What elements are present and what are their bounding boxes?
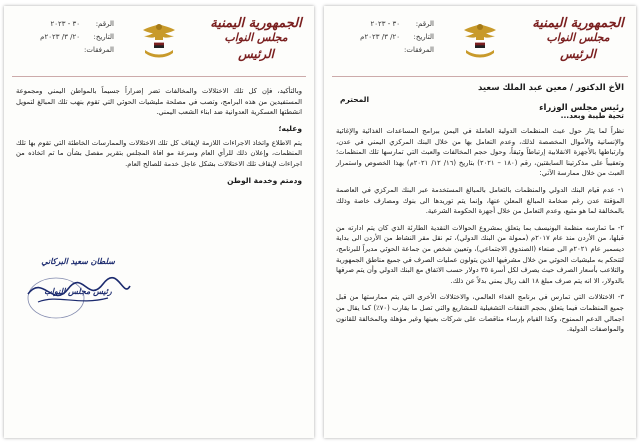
- paragraph: وبالتأكيد، فإن كل تلك الاختلالات والمخالفات تضر إضراراً جسيماً بالمواطن اليمني ومجموعة المستفيدين من هذه البرامج، وتصب في مصلحة مليشيات الحوثي التي تقوم بنهب تلك المبالغ لتمويل انشطتها العسكرية العدوانية ضد ابناء الشعب اليمني.: [16, 87, 302, 117]
- paragraph: ٢- ما تمارسه منظمة اليونيسف بما يتعلق بمشروع الحوالات النقدية الطارئة الذي كان يتم ادارته من قبلها، من الأردن منذ عام ٢٠١٧م (ممولة من البنك الدولي)، ثم نقل مقر النشاط من الأردن الى بداية ديسمبر عام ٢٠٢١م الى صنعاء (الصندوق الاجتماعي)، وتعيين شخص من جماعة الحوثي مديراً للبرنامج، لتتحكم به مليشيات الحوثي من خلال مشرفيها الذين يتولون عمليات الصرف في جميع مناطق الجمهورية والتلاعب بأسعار الصرف حيث يصرف لكل أسرة ٣٥ دولار حسب الاتفاق مع البنك الدولي وأن يتم صرفها بالدولار، الا انه يتم صرف مبلغ ١٨ الف ريال يمني بدلاً عن ذلك.: [336, 223, 624, 285]
- number-value: ٣٠ - ٢٠٢٣: [370, 20, 400, 28]
- org-role: الرئيس: [238, 47, 274, 61]
- therefore-label: وعليه؛: [278, 123, 302, 133]
- number-label: الرقم:: [415, 20, 434, 28]
- signatory-title: رئيس مجلس النواب: [44, 286, 112, 296]
- attachments-label: المرفقات:: [404, 46, 434, 54]
- date-value: ٢٠/ ٣/ ٢٠٢٣م: [360, 33, 400, 41]
- addressee-title: رئيس مجلس الوزراء: [539, 103, 624, 113]
- number-label: الرقم:: [95, 20, 114, 28]
- eagle-emblem-icon: [458, 18, 502, 62]
- date-label: التاريخ:: [413, 33, 434, 41]
- header-divider: [332, 76, 628, 77]
- org-role: الرئيس: [560, 47, 596, 61]
- header-divider: [12, 76, 306, 77]
- addressee-title-row: [336, 95, 624, 113]
- eagle-emblem-icon: [137, 18, 181, 62]
- letter-body: [16, 86, 302, 185]
- letter-page-2: [4, 6, 314, 438]
- date-label: التاريخ:: [93, 33, 114, 41]
- closing-line: ودمتم وخدمة الوطن: [227, 175, 302, 185]
- org-title-block: [528, 16, 628, 61]
- org-title-block: [206, 16, 306, 61]
- letterhead: [4, 12, 314, 74]
- paragraph: ١- عدم قيام البنك الدولي والمنظمات بالتعامل بالمبالغ المستخدمة عبر البنك المركزي في العاصمة المؤقتة عدن رغم ضخامة المبالغ المعلن عنها، وإنما يتم توريدها الى بنوك ومصارف خاصة وذلك بالمخالفة لما هو متبع، وعدم التعامل من خلال أجهزة الحكومة الشرعية.: [336, 185, 624, 216]
- letter-body: [336, 82, 624, 341]
- attachments-label: المرفقات:: [84, 46, 114, 54]
- org-body: مجلس النواب: [224, 31, 288, 44]
- respected-label: المحترم: [340, 95, 370, 104]
- paragraph: نظراً لما يثار حول عبث المنظمات الدولية العاملة في اليمن ببرامج المساعدات الغذائية والإغاثية والإنسانية والأموال المخصصة لذلك، وعدم التعامل بها من خلال البنك المركزي اليمني في عدن، وارتباطها بالأجهزة الانقلابية إرتباطاً وثيقاً، وحول حجم المخالفات والعبث التي تمارسها تلك المنظمات؛ وتعقيباً على مذكرتينا السابقتين، رقم (١٨٠ – ٢٠٢١) بتاريخ (١٦/ ١٢/ ٢٠٢١م) بهذا الخصوص واستمرار العبث من خلال ممارسة الآتي:: [336, 127, 625, 178]
- addressee: الأخ الدكتور / معين عبد الملك سعيد: [478, 83, 624, 93]
- signatory-name: سلطان سعيد البركاني: [41, 256, 115, 266]
- greeting: تحية طيبة وبعد...: [560, 111, 624, 120]
- letter-page-1: [324, 6, 636, 438]
- signature-block: [18, 256, 138, 328]
- letter-meta: [334, 18, 434, 57]
- org-name: الجمهورية اليمنية: [210, 16, 302, 31]
- org-name: الجمهورية اليمنية: [532, 16, 624, 31]
- number-value: ٣٠ - ٢٠٢٣: [50, 20, 80, 28]
- org-body: مجلس النواب: [546, 31, 610, 44]
- date-value: ٢٠/ ٣/ ٢٠٢٣م: [40, 33, 80, 41]
- conclusion-paragraph: يتم الاطلاع واتخاذ الاجراءات اللازمة لإيقاف كل تلك الاختلالات والممارسات الخاطئة التي تقوم بها تلك المنظمات، وإعلان ذلك للرأي العام وسرعة مو افاة المجلس بتقرير مفصل بشأن ما تم اتخاذه من اجراءات لإيقاف تلك الاختلالات بشكل عاجل خدمة للصالح العام.: [16, 138, 302, 168]
- handwritten-signature-icon: [18, 264, 138, 324]
- letter-meta: [14, 18, 114, 57]
- paragraph: ٣- الاختلالات التي تمارس في برنامج الغذاء العالمي، والاختلالات الأخرى التي يتم ممارستها من قبل جميع المنظمات فيما يتعلق بحجم النفقات التشغيلية للمشاريع والتي تصل ما يقارب (٧٠٪) كما يقال من اجمالي الدعم الممنوح، وكذا القيام بإرساء مناقصات على شركات بعينها وغير مؤهلة وبالمخالفة للقانون والمواصفات الدولية.: [336, 293, 624, 334]
- letterhead: [324, 12, 636, 74]
